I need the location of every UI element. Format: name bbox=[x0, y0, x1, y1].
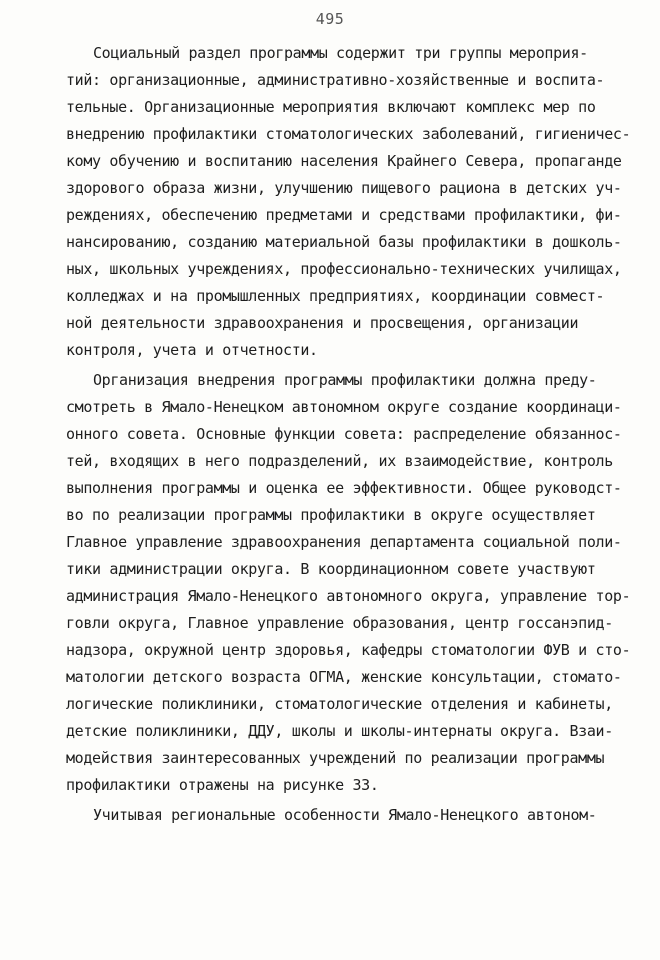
text-line: смотреть в Ямало-Ненецком автономном округе создание координаци- bbox=[66, 398, 622, 416]
text-line: кому обучению и воспитанию населения Крайнего Севера, пропаганде bbox=[66, 152, 622, 170]
text-line: во по реализации программы профилактики в округе осуществляет bbox=[66, 506, 596, 524]
text-line: матологии детского возраста ОГМА, женские консультации, стомато- bbox=[66, 668, 622, 686]
text-line: реждениях, обеспечению предметами и средствами профилактики, фи- bbox=[66, 206, 622, 224]
text-line: нансированию, созданию материальной базы профилактики в дошколь- bbox=[66, 233, 622, 251]
text-line: колледжах и на промышленных предприятиях, координации совмест- bbox=[66, 287, 605, 305]
text-line: говли округа, Главное управление образования, центр госсанэпид- bbox=[66, 614, 613, 632]
text-line: тики администрации округа. В координационном совете участвуют bbox=[66, 560, 596, 578]
text-line: детские поликлиники, ДДУ, школы и школы-интернаты округа. Взаи- bbox=[66, 722, 613, 740]
text-line: здорового образа жизни, улучшению пищевого рациона в детских уч- bbox=[66, 179, 622, 197]
text-line: онного совета. Основные функции совета: распределение обязаннос- bbox=[66, 425, 622, 443]
text-line: логические поликлиники, стоматологические отделения и кабинеты, bbox=[66, 695, 613, 713]
text-line: Социальный раздел программы содержит три группы мероприя- bbox=[93, 44, 588, 62]
text-line: тельные. Организационные мероприятия включают комплекс мер по bbox=[66, 98, 596, 116]
page-number: 495 bbox=[315, 10, 345, 28]
text-line: Главное управление здравоохранения департамента социальной поли- bbox=[66, 533, 622, 551]
text-line: Учитывая региональные особенности Ямало-Ненецкого автоном- bbox=[93, 806, 597, 824]
text-line: тей, входящих в него подразделений, их взаимодействие, контроль bbox=[66, 452, 613, 470]
text-line: контроля, учета и отчетности. bbox=[66, 341, 318, 359]
text-line: администрация Ямало-Ненецкого автономного округа, управление тор- bbox=[66, 587, 631, 605]
text-line: выполнения программы и оценка ее эффективности. Общее руководст- bbox=[66, 479, 622, 497]
text-line: внедрению профилактики стоматологических заболеваний, гигиеничес- bbox=[66, 125, 631, 143]
text-line: надзора, окружной центр здоровья, кафедры стоматологии ФУВ и сто- bbox=[66, 641, 631, 659]
text-line: ных, школьных учреждениях, профессионально-технических училищах, bbox=[66, 260, 622, 278]
text-line: Организация внедрения программы профилактики должна преду- bbox=[93, 371, 597, 389]
text-line: профилактики отражены на рисунке 33. bbox=[66, 776, 379, 794]
text-line: модействия заинтересованных учреждений по реализации программы bbox=[66, 749, 605, 767]
text-line: ной деятельности здравоохранения и просвещения, организации bbox=[66, 314, 579, 332]
text-line: тий: организационные, административно-хозяйственные и воспита- bbox=[66, 71, 605, 89]
